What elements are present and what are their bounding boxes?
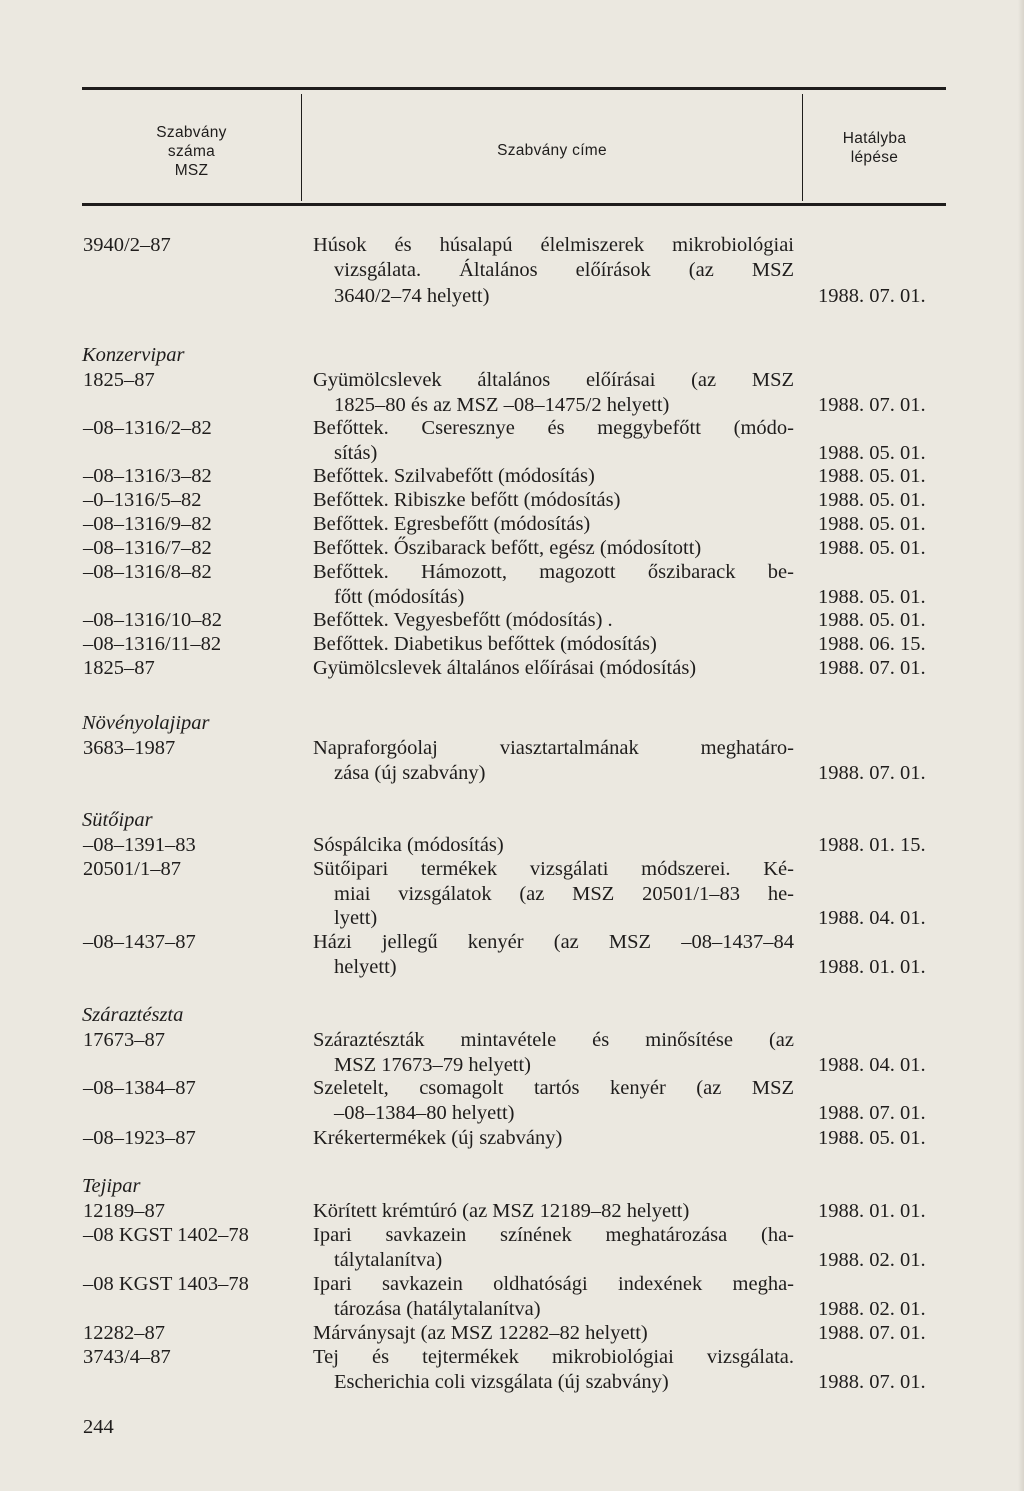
effective-date: 1988. 04. 01.: [818, 1054, 926, 1076]
effective-date: 1988. 07. 01.: [818, 394, 926, 416]
header-col-code: [82, 123, 301, 180]
standard-title-line: Márványsajt (az MSZ 12282–82 helyett): [313, 1322, 648, 1344]
header-col-date-line: lépése: [850, 149, 899, 166]
header-col-date: [803, 129, 946, 167]
effective-date: 1988. 07. 01.: [818, 657, 926, 679]
standard-title-line: 1825–80 és az MSZ –08–1475/2 helyett): [334, 394, 670, 416]
header-col-title: [302, 141, 802, 160]
page-edge: [1018, 0, 1024, 1491]
standard-title-line: Gyümölcslevek általános előírásai (az MSZ: [313, 369, 794, 391]
standard-title-line: Befőttek. Hámozott, magozott őszibarack be-: [313, 561, 794, 583]
standard-title-line: vizsgálata. Általános előírások (az MSZ: [334, 259, 794, 281]
standard-title-line: MSZ 17673–79 helyett): [334, 1054, 532, 1076]
effective-date: 1988. 05. 01.: [818, 442, 926, 464]
standard-code: –08–1923–87: [83, 1127, 196, 1149]
standard-title-line: Húsok és húsalapú élelmiszerek mikrobiológiai: [313, 234, 794, 256]
effective-date: 1988. 07. 01.: [818, 1322, 926, 1344]
standard-title-line: sítás): [334, 442, 378, 464]
standard-title-line: Befőttek. Cseresznye és meggybefőtt (módo-: [313, 417, 794, 439]
section-heading: Konzervipar: [82, 344, 185, 366]
standard-title-line: –08–1384–80 helyett): [334, 1102, 515, 1124]
effective-date: 1988. 05. 01.: [818, 489, 926, 511]
standard-code: –0–1316/5–82: [83, 489, 202, 511]
effective-date: 1988. 02. 01.: [818, 1298, 926, 1320]
standard-title-line: Száraztészták mintavétele és minősítése (az: [313, 1029, 794, 1051]
standard-title-line: Napraforgóolaj viasztartalmának meghatáro-: [313, 737, 794, 759]
standard-code: –08–1316/8–82: [83, 561, 212, 583]
standard-code: 20501/1–87: [83, 858, 181, 880]
standard-code: –08–1316/11–82: [83, 633, 222, 655]
effective-date: 1988. 05. 01.: [818, 586, 926, 608]
standard-title-line: Befőttek. Diabetikus befőttek (módosítás): [313, 633, 657, 655]
effective-date: 1988. 02. 01.: [818, 1249, 926, 1271]
standard-title-line: Ipari savkazein színének meghatározása (ha-: [313, 1224, 794, 1246]
standard-title-line: Befőttek. Vegyesbefőtt (módosítás) .: [313, 609, 613, 631]
effective-date: 1988. 01. 01.: [818, 1200, 926, 1222]
standard-title-line: tálytalanítva): [334, 1249, 443, 1271]
standard-title-line: főtt (módosítás): [334, 586, 465, 608]
effective-date: 1988. 05. 01.: [818, 609, 926, 631]
standard-title-line: Befőttek. Őszibarack befőtt, egész (módosított): [313, 537, 702, 559]
effective-date: 1988. 07. 01.: [818, 762, 926, 784]
effective-date: 1988. 07. 01.: [818, 1102, 926, 1124]
standard-title-line: lyett): [334, 907, 378, 929]
standard-title-line: Befőttek. Ribiszke befőtt (módosítás): [313, 489, 621, 511]
standard-code: –08–1316/10–82: [83, 609, 222, 631]
standard-code: –08–1316/9–82: [83, 513, 212, 535]
standard-title-line: Házi jellegű kenyér (az MSZ –08–1437–84: [313, 931, 794, 953]
standard-code: –08 KGST 1402–78: [83, 1224, 249, 1246]
header-top-rule: [82, 87, 946, 90]
effective-date: 1988. 05. 01.: [818, 537, 926, 559]
header-col-code-line: száma: [167, 143, 216, 160]
header-col-code-line: Szabvány: [156, 124, 227, 141]
standard-code: –08–1316/2–82: [83, 417, 212, 439]
standard-code: –08–1384–87: [83, 1077, 196, 1099]
effective-date: 1988. 05. 01.: [818, 465, 926, 487]
standard-code: 17673–87: [83, 1029, 165, 1051]
standard-title-line: Körített krémtúró (az MSZ 12189–82 helyett): [313, 1200, 690, 1222]
standard-title-line: Ipari savkazein oldhatósági indexének megha-: [313, 1273, 794, 1295]
effective-date: 1988. 01. 15.: [818, 834, 926, 856]
section-heading: Sütőipar: [82, 809, 153, 831]
standard-title-line: Szeletelt, csomagolt tartós kenyér (az MSZ: [313, 1077, 794, 1099]
section-heading: Száraztészta: [82, 1004, 184, 1026]
standard-code: 12189–87: [83, 1200, 165, 1222]
standard-title-line: miai vizsgálatok (az MSZ 20501/1–83 he-: [334, 883, 794, 905]
header-col-title-label: Szabvány címe: [497, 142, 607, 159]
effective-date: 1988. 07. 01.: [818, 285, 926, 307]
header-col-code-line: MSZ: [174, 162, 209, 179]
standard-code: 3940/2–87: [83, 234, 171, 256]
standard-code: –08–1316/3–82: [83, 465, 212, 487]
standard-code: –08–1316/7–82: [83, 537, 212, 559]
effective-date: 1988. 05. 01.: [818, 1127, 926, 1149]
standard-code: 3743/4–87: [83, 1346, 171, 1368]
standard-title-line: Sütőipari termékek vizsgálati módszerei. Ké-: [313, 858, 794, 880]
effective-date: 1988. 07. 01.: [818, 1371, 926, 1393]
section-heading: Növényolajipar: [82, 712, 210, 734]
section-heading: Tejipar: [82, 1175, 141, 1197]
standard-title-line: Befőttek. Szilvabefőtt (módosítás): [313, 465, 595, 487]
standard-code: –08 KGST 1403–78: [83, 1273, 249, 1295]
effective-date: 1988. 04. 01.: [818, 907, 926, 929]
standard-title-line: Escherichia coli vizsgálata (új szabvány): [334, 1371, 669, 1393]
standard-title-line: zása (új szabvány): [334, 762, 486, 784]
standard-title-line: Sóspálcika (módosítás): [313, 834, 504, 856]
standard-title-line: Befőttek. Egresbefőtt (módosítás): [313, 513, 591, 535]
standard-code: 12282–87: [83, 1322, 165, 1344]
page-number: 244: [83, 1416, 114, 1438]
effective-date: 1988. 06. 15.: [818, 633, 926, 655]
standard-code: 3683–1987: [83, 737, 176, 759]
standard-code: 1825–87: [83, 657, 155, 679]
standard-title-line: tározása (hatálytalanítva): [334, 1298, 541, 1320]
effective-date: 1988. 05. 01.: [818, 513, 926, 535]
standard-code: –08–1391–83: [83, 834, 196, 856]
standard-title-line: Tej és tejtermékek mikrobiológiai vizsgálata.: [313, 1346, 794, 1368]
effective-date: 1988. 01. 01.: [818, 956, 926, 978]
standard-title-line: Gyümölcslevek általános előírásai (módosítás): [313, 657, 697, 679]
standard-code: 1825–87: [83, 369, 155, 391]
standard-code: –08–1437–87: [83, 931, 196, 953]
standard-title-line: 3640/2–74 helyett): [334, 285, 490, 307]
header-col-date-line: Hatályba: [842, 130, 907, 147]
header-bottom-rule: [82, 203, 946, 206]
standard-title-line: Krékertermékek (új szabvány): [313, 1127, 563, 1149]
standard-title-line: helyett): [334, 956, 397, 978]
